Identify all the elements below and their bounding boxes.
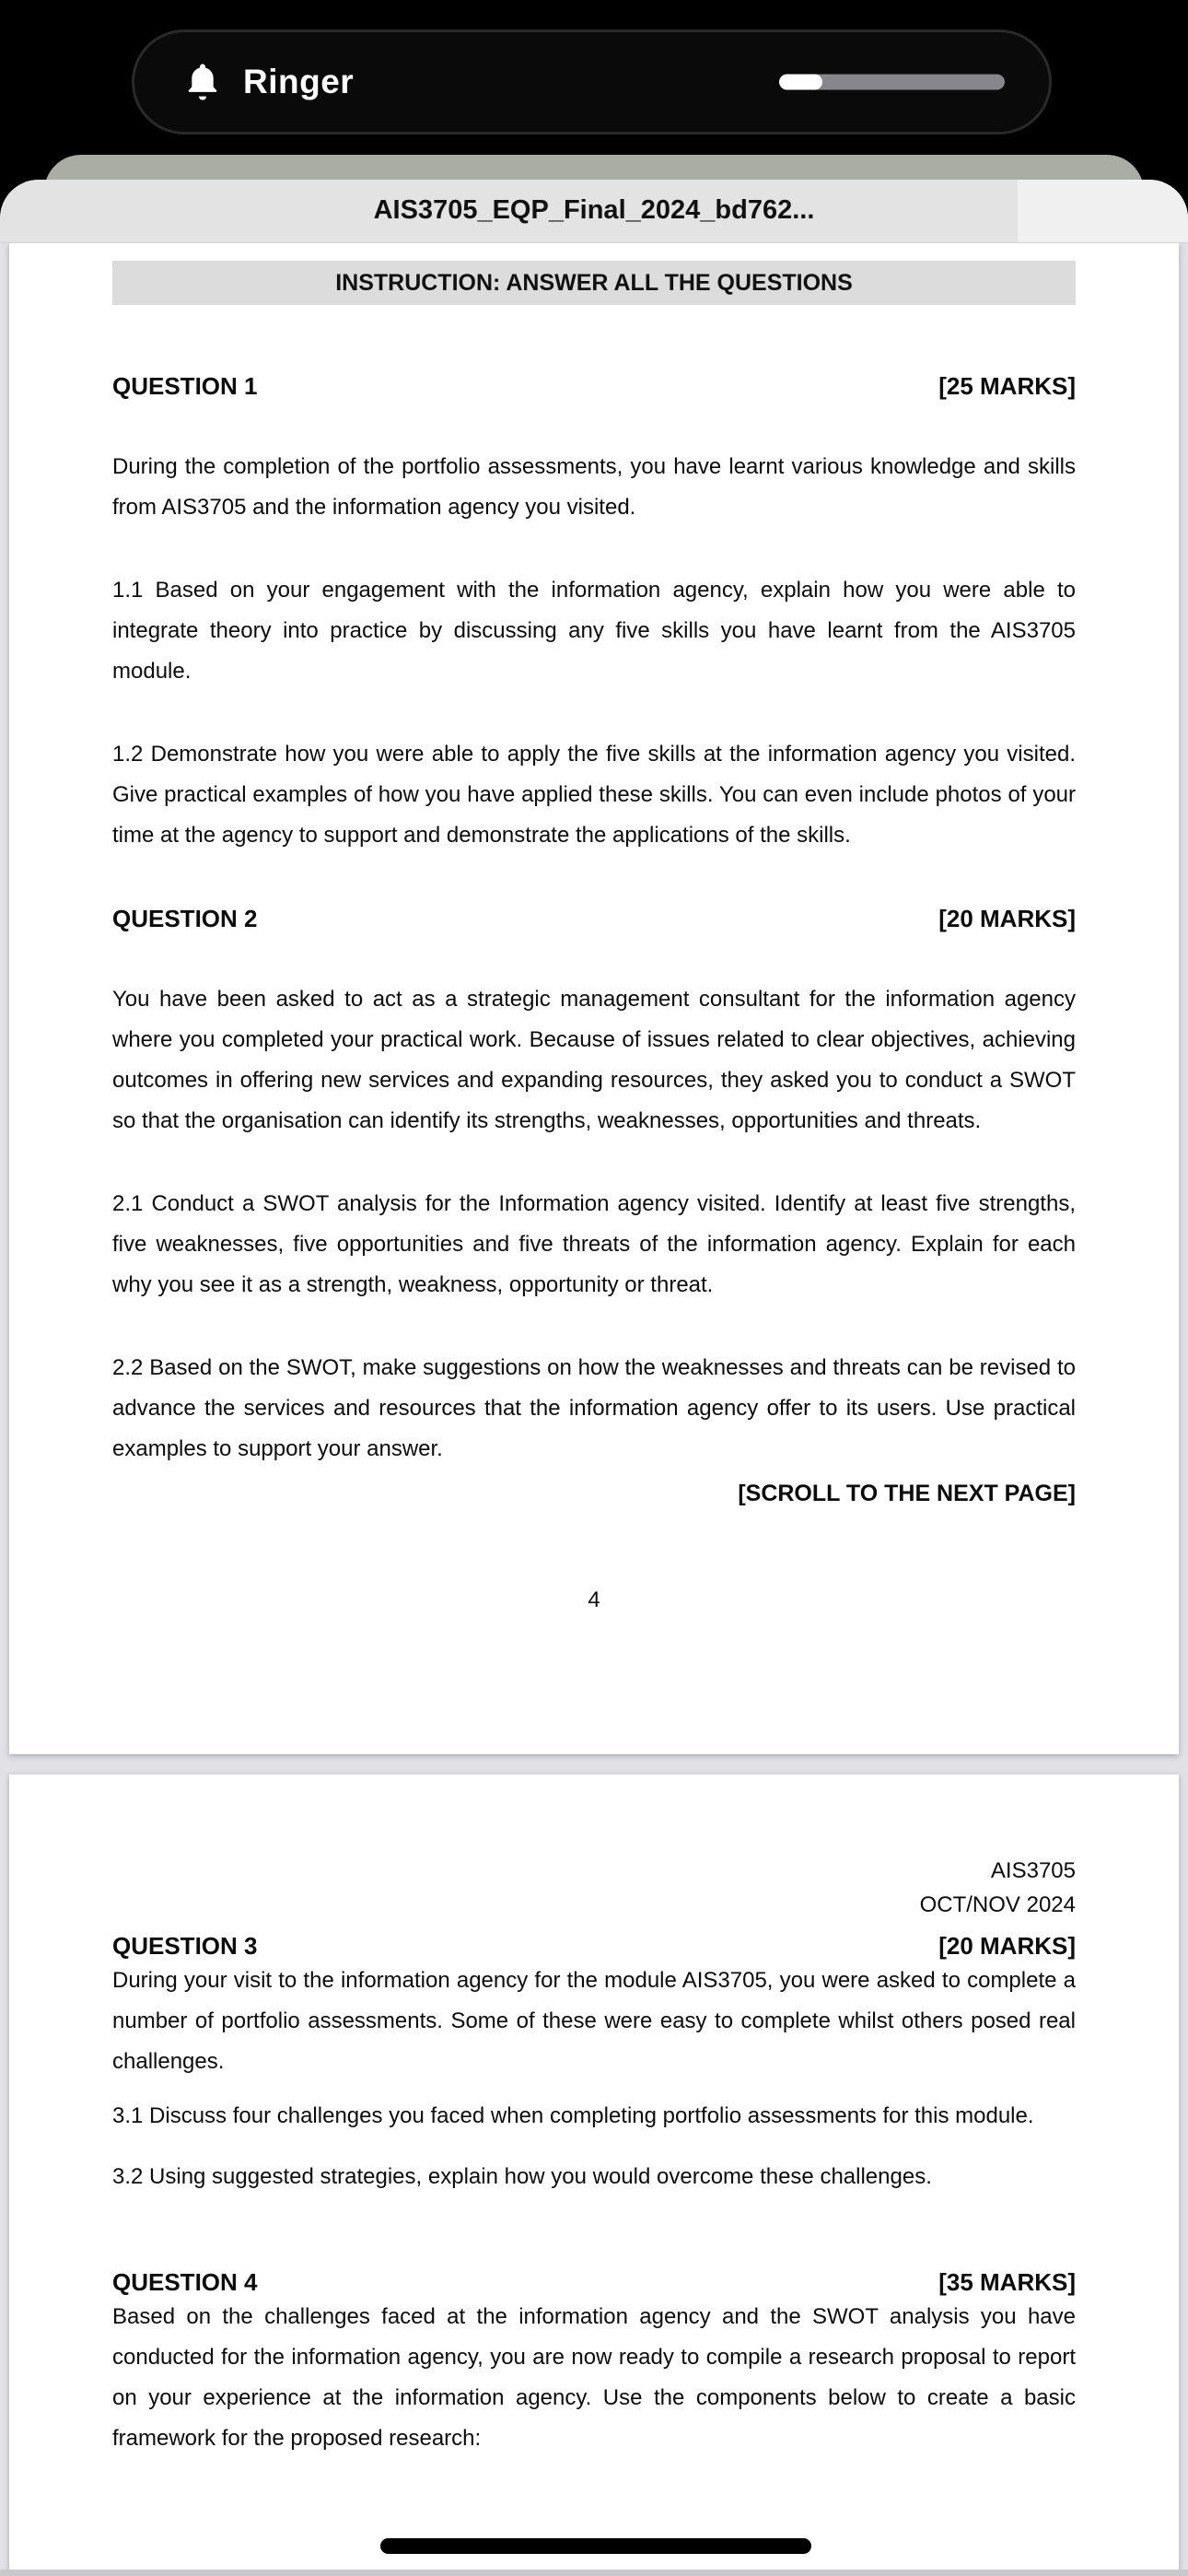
question-2-2-text: 2.2 Based on the SWOT, make suggestions on how the weaknesses and threats can be revised to advance the services and resources that the information agency offer to its users. Use practical examples to support your answer. [112, 1355, 1076, 1461]
question-4-intro-text: Based on the challenges faced at the information agency and the SWOT analysis you have conducted for the information agency, you are now ready to compile a research proposal to report on your experience at the information agency. Use the components below to create a basic framework for the proposed research: [112, 2304, 1076, 2451]
home-indicator[interactable] [380, 2538, 811, 2554]
ringer-label: Ringer [243, 63, 355, 100]
document-viewer-sheet [0, 180, 1188, 2576]
question-4-heading-row [112, 2267, 1076, 2297]
document-title: AIS3705_EQP_Final_2024_bd762... [373, 195, 815, 225]
page-gap [9, 1754, 1179, 1774]
bottom-edge-strip [0, 2570, 1188, 2576]
question-2-heading-row [112, 904, 1076, 933]
question-4-marks: [35 MARKS] [938, 2268, 1076, 2296]
question-1-intro-text: During the completion of the portfolio assessments, you have learnt various knowledge and skills from AIS3705 and the information agency you visited. [112, 454, 1076, 520]
question-1-2-text: 1.2 Demonstrate how you were able to apply the five skills at the information agency you visited. Give practical examples of how you have applied these skills. You can even include photos of your time at the agency to support and demonstrate the applications of the skills. [112, 742, 1076, 848]
question-1-marks: [25 MARKS] [938, 372, 1076, 400]
bell-icon [181, 60, 225, 104]
question-3-1-text: 3.1 Discuss four challenges you faced when completing portfolio assessments for this module. [112, 2103, 1034, 2128]
document-title-bar[interactable] [0, 180, 1188, 243]
scroll-to-next-page-note: [SCROLL TO THE NEXT PAGE] [738, 1481, 1076, 1506]
question-3-heading-row [112, 1931, 1076, 1961]
page-header-exam-date: OCT/NOV 2024 [919, 1892, 1076, 1917]
pdf-page-5 [9, 1774, 1179, 2576]
volume-fill [779, 75, 822, 90]
volume-slider [779, 75, 1005, 90]
page-header-module-code: AIS3705 [990, 1858, 1076, 1883]
question-3-heading: QUESTION 3 [112, 1932, 258, 1960]
page-number: 4 [588, 1587, 600, 1612]
question-3-marks: [20 MARKS] [938, 1932, 1076, 1960]
question-1-heading-row [112, 371, 1076, 401]
question-2-1-text: 2.1 Conduct a SWOT analysis for the Information agency visited. Identify at least five strengths, five weaknesses, five opportunities and five threats of the information agency. Explain for each why you see it as a strength, weakness, opportunity or threat. [112, 1191, 1076, 1297]
question-1-1-text: 1.1 Based on your engagement with the information agency, explain how you were able to integrate theory into practice by discussing any five skills you have learnt from the AIS3705 module. [112, 578, 1076, 684]
question-2-marks: [20 MARKS] [938, 905, 1076, 932]
question-3-2-text: 3.2 Using suggested strategies, explain how you would overcome these challenges. [112, 2164, 932, 2189]
question-1-heading: QUESTION 1 [112, 372, 258, 400]
ringer-volume-banner [132, 29, 1052, 135]
instruction-banner: INSTRUCTION: ANSWER ALL THE QUESTIONS [112, 261, 1076, 305]
pdf-page-4 [9, 243, 1179, 1754]
question-4-heading: QUESTION 4 [112, 2268, 258, 2296]
question-3-intro-text: During your visit to the information agency for the module AIS3705, you were asked to complete a number of portfolio assessments. Some of these were easy to complete whilst others posed real challenges. [112, 1968, 1076, 2074]
document-scroll-area[interactable] [0, 243, 1188, 2576]
question-2-intro-text: You have been asked to act as a strategic management consultant for the information agency where you completed your practical work. Because of issues related to clear objectives, achieving outcomes in offering new services and expanding resources, they asked you to conduct a SWOT so that the organisation can identify its strengths, weaknesses, opportunities and threats. [112, 987, 1076, 1133]
question-2-heading: QUESTION 2 [112, 905, 258, 932]
